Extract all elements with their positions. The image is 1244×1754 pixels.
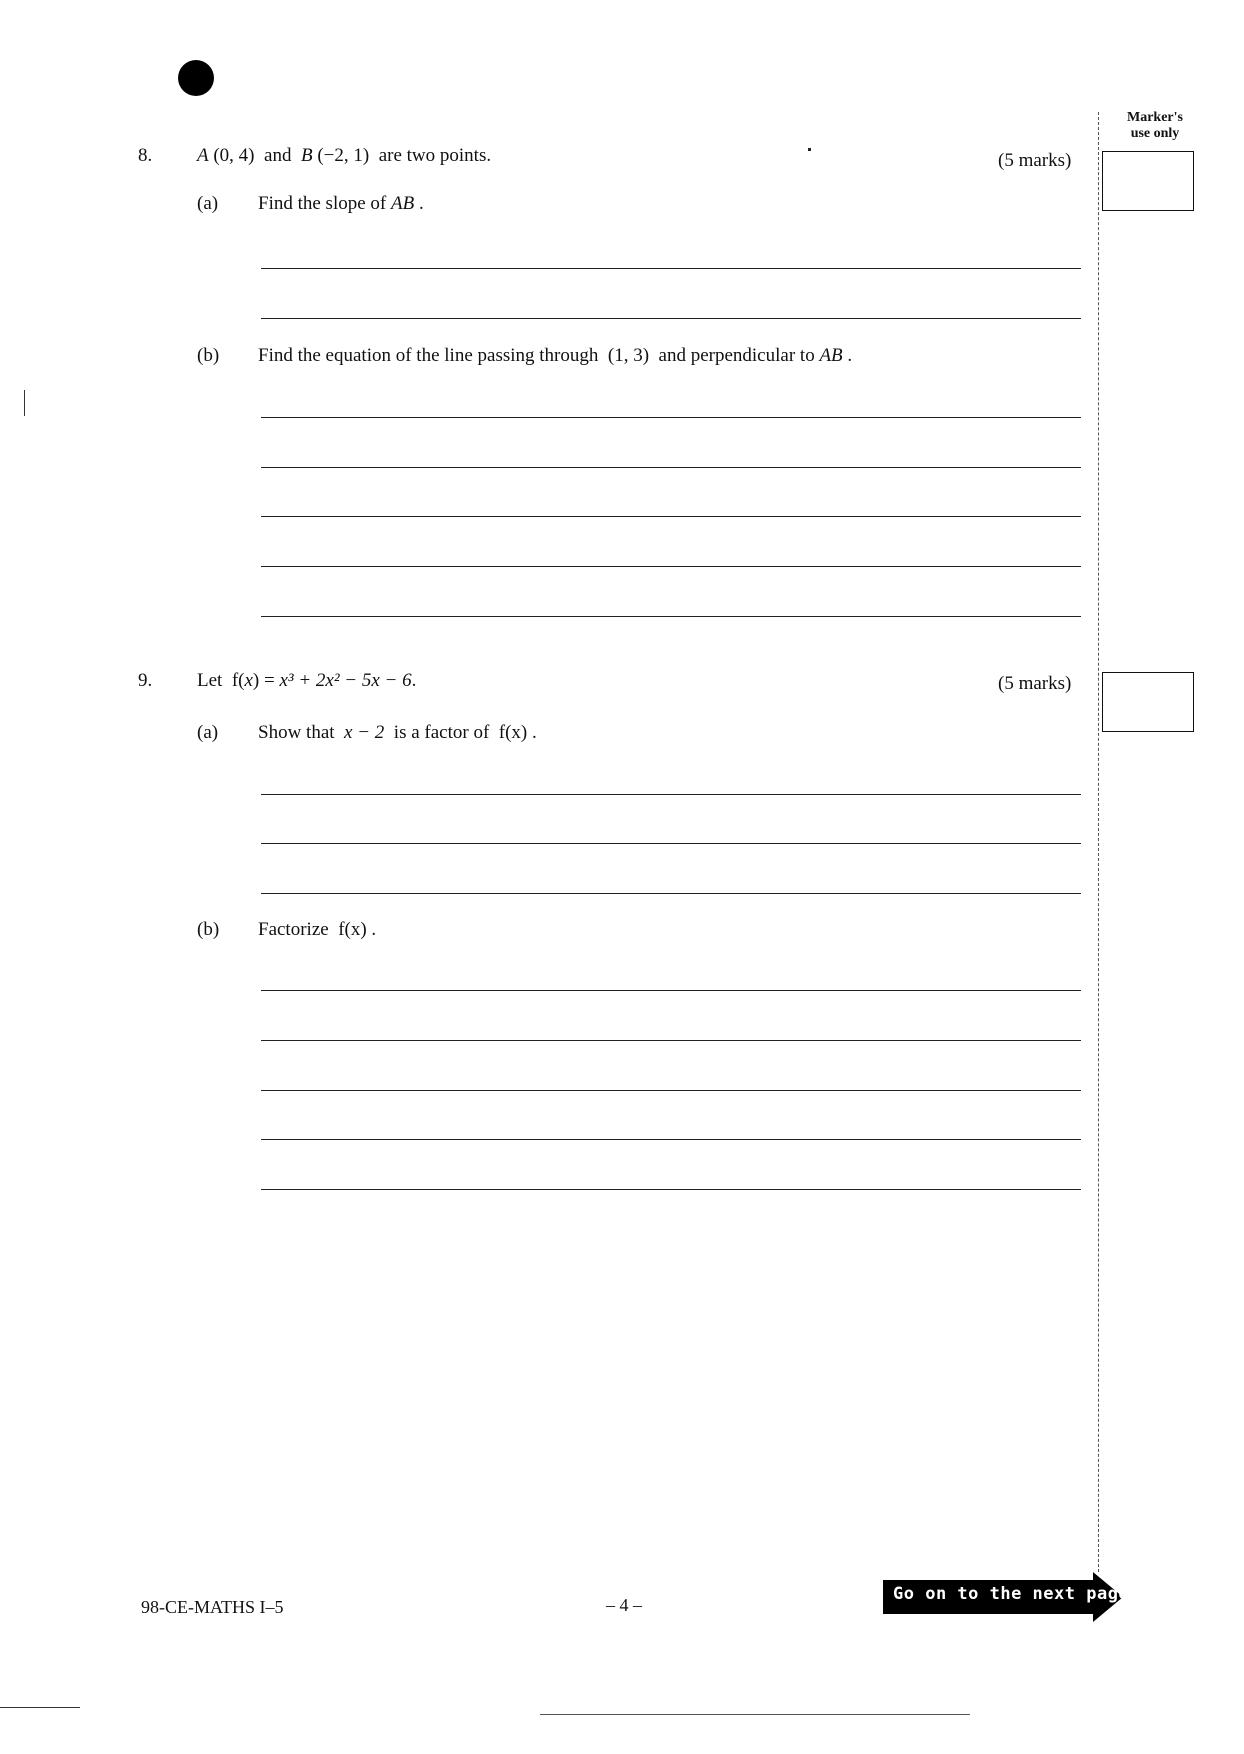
q8b-end: . bbox=[847, 345, 853, 366]
point-b-label: B bbox=[300, 145, 313, 166]
question-8-marks: (5 marks) bbox=[998, 150, 1072, 171]
paper-code: 98-CE-MATHS I–5 bbox=[141, 1597, 284, 1617]
q8b-prompt: Find the equation of the line passing through bbox=[258, 345, 599, 366]
question-9-number: 9. bbox=[138, 670, 153, 691]
answer-line[interactable] bbox=[261, 1090, 1081, 1091]
q8-part-b-text bbox=[258, 345, 852, 367]
marker-margin-divider bbox=[1098, 112, 1099, 1572]
answer-line[interactable] bbox=[261, 990, 1081, 991]
stem-end: . bbox=[411, 670, 417, 691]
q8b-point: (1, 3) bbox=[607, 345, 650, 366]
question-8-number: 8. bbox=[138, 145, 153, 166]
page-number: – 4 – bbox=[606, 1595, 642, 1615]
q9a-factor: x − 2 bbox=[344, 722, 385, 743]
answer-line[interactable] bbox=[261, 843, 1081, 844]
stem-and: and bbox=[264, 145, 292, 166]
next-page-banner bbox=[883, 1572, 1130, 1622]
marker-heading bbox=[1118, 110, 1192, 142]
answer-line[interactable] bbox=[261, 893, 1081, 894]
polynomial: x³ + 2x² − 5x − 6 bbox=[279, 670, 412, 691]
point-b-coord: (−2, 1) bbox=[317, 145, 370, 166]
question-8-stem bbox=[197, 145, 491, 167]
q8-part-a-label: (a) bbox=[197, 193, 219, 214]
q8a-prompt: Find the slope of bbox=[258, 193, 387, 214]
answer-line[interactable] bbox=[261, 318, 1081, 319]
q9-part-b-label: (b) bbox=[197, 919, 220, 940]
scan-edge-line bbox=[0, 1707, 80, 1708]
marker-heading-line2: use only bbox=[1130, 126, 1180, 141]
q8-part-a-text bbox=[258, 193, 424, 215]
q9a-end: . bbox=[532, 722, 537, 743]
binding-hole-mark bbox=[178, 60, 214, 96]
marker-box-q8[interactable] bbox=[1102, 151, 1194, 211]
q8a-end: . bbox=[418, 193, 424, 214]
q8a-segment: AB bbox=[391, 193, 415, 214]
answer-line[interactable] bbox=[261, 566, 1081, 567]
q9a-prompt2: is a factor of bbox=[393, 722, 490, 743]
marker-box-q9[interactable] bbox=[1102, 672, 1194, 732]
question-9-marks: (5 marks) bbox=[998, 673, 1072, 694]
q8b-segment: AB bbox=[819, 345, 843, 366]
question-9-stem bbox=[197, 670, 416, 692]
q8-part-b-label: (b) bbox=[197, 345, 220, 366]
q9-part-a-label: (a) bbox=[197, 722, 219, 743]
answer-line[interactable] bbox=[261, 1189, 1081, 1190]
q9b-fx: f(x) bbox=[338, 919, 367, 940]
answer-line[interactable] bbox=[261, 417, 1081, 418]
point-a-label: A bbox=[197, 145, 209, 166]
answer-line[interactable] bbox=[261, 1040, 1081, 1041]
answer-line[interactable] bbox=[261, 616, 1081, 617]
answer-line[interactable] bbox=[261, 467, 1081, 468]
stem-x: x bbox=[244, 670, 253, 691]
stem-f-close: ) = bbox=[252, 670, 275, 691]
q8b-mid: and perpendicular to bbox=[658, 345, 815, 366]
scan-mark bbox=[24, 390, 25, 416]
answer-line[interactable] bbox=[261, 794, 1081, 795]
stem-f-open: f( bbox=[231, 670, 245, 691]
q9b-prompt: Factorize bbox=[258, 919, 329, 940]
marker-heading-line1: Marker's bbox=[1127, 110, 1183, 125]
q9-part-a-text bbox=[258, 722, 537, 744]
stem-tail: are two points. bbox=[378, 145, 492, 166]
next-page-label: Go on to the next page bbox=[893, 1584, 1130, 1604]
point-a-coord: (0, 4) bbox=[213, 145, 255, 166]
q9a-prompt1: Show that bbox=[258, 722, 335, 743]
q9b-end: . bbox=[371, 919, 377, 940]
answer-line[interactable] bbox=[261, 268, 1081, 269]
q9a-fx: f(x) bbox=[498, 722, 528, 743]
answer-line[interactable] bbox=[261, 1139, 1081, 1140]
scan-edge-line bbox=[540, 1714, 970, 1715]
q9-part-b-text bbox=[258, 919, 376, 941]
scan-speck bbox=[808, 148, 811, 151]
answer-line[interactable] bbox=[261, 516, 1081, 517]
stem-let: Let bbox=[197, 670, 223, 691]
